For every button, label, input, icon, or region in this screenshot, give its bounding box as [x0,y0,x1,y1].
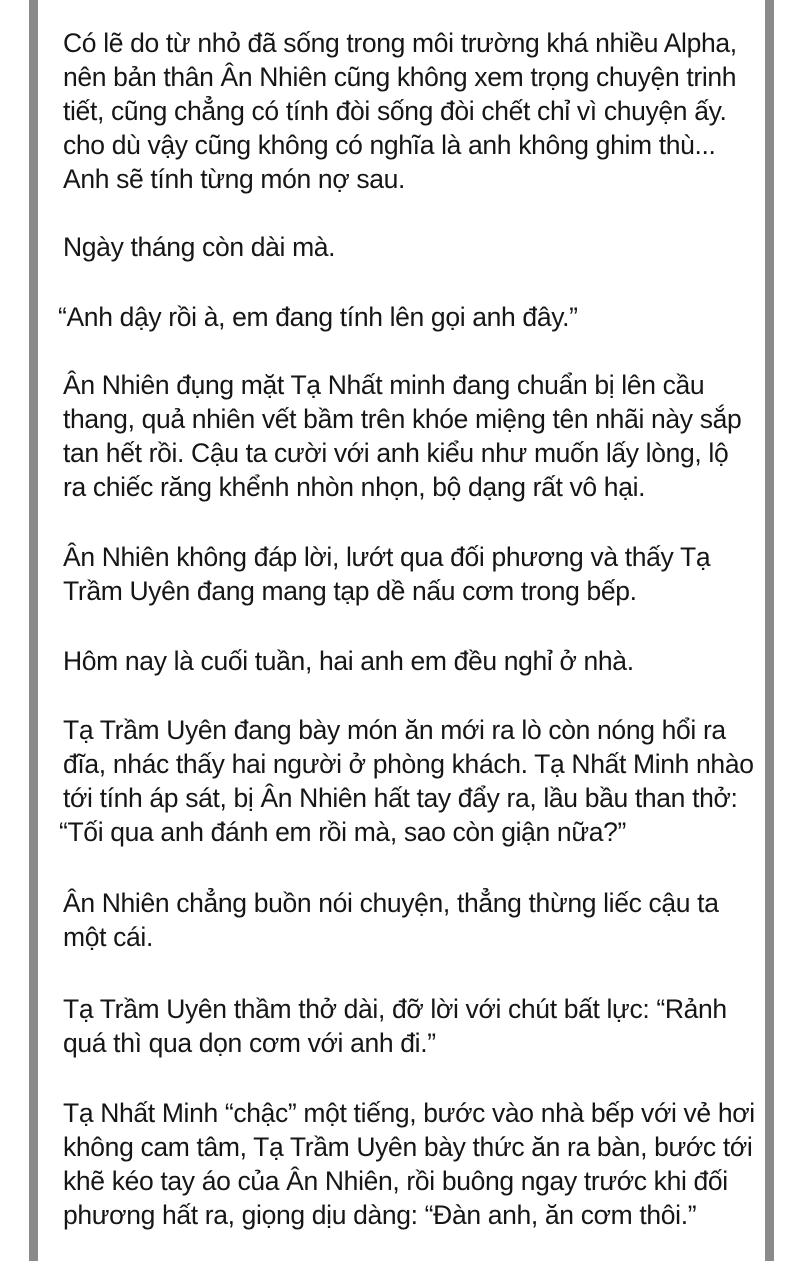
text-line: khẽ kéo tay áo của Ân Nhiên, rồi buông ngay trước khi đối [63,1166,728,1196]
text-line: Tạ Trầm Uyên đang bày món ăn mới ra lò còn nóng hổi ra [63,715,726,745]
text-line: quá thì qua dọn cơm với anh đi.” [63,1028,436,1058]
text-line: Ngày tháng còn dài mà. [63,232,336,262]
left-border [29,0,38,1261]
text-line: một cái. [63,922,153,952]
text-line: ra chiếc răng khểnh nhòn nhọn, bộ dạng rất vô hại. [63,472,646,502]
text-page [38,0,765,1261]
text-line: đĩa, nhác thấy hai người ở phòng khách. Tạ Nhất Minh nhào [63,749,754,779]
text-line: phương hất ra, giọng dịu dàng: “Đàn anh, ăn cơm thôi.” [63,1200,697,1230]
text-line: Ân Nhiên không đáp lời, lướt qua đối phương và thấy Tạ [63,542,711,572]
text-line: tới tính áp sát, bị Ân Nhiên hất tay đẩy ra, lầu bầu than thở: [63,783,738,813]
text-line: “Anh dậy rồi à, em đang tính lên gọi anh đây.” [58,302,578,332]
text-line: nên bản thân Ân Nhiên cũng không xem trọng chuyện trinh [63,62,737,92]
text-line: cho dù vậy cũng không có nghĩa là anh không ghim thù... [63,130,716,160]
text-line: Có lẽ do từ nhỏ đã sống trong môi trường khá nhiều Alpha, [63,28,737,58]
text-line: tiết, cũng chẳng có tính đòi sống đòi chết chỉ vì chuyện ấy. [63,96,727,126]
text-line: thang, quả nhiên vết bầm trên khóe miệng tên nhãi này sắp [63,404,742,434]
text-line: tan hết rồi. Cậu ta cười với anh kiểu như muốn lấy lòng, lộ [63,438,729,468]
text-line: “Tối qua anh đánh em rồi mà, sao còn giận nữa?” [59,817,626,847]
text-line: Tạ Trầm Uyên thầm thở dài, đỡ lời với chút bất lực: “Rảnh [63,994,727,1024]
text-line: Hôm nay là cuối tuần, hai anh em đều nghỉ ở nhà. [63,646,634,676]
text-line: Tạ Nhất Minh “chậc” một tiếng, bước vào nhà bếp với vẻ hơi [63,1098,755,1128]
text-line: không cam tâm, Tạ Trầm Uyên bày thức ăn ra bàn, bước tới [63,1132,753,1162]
text-line: Anh sẽ tính từng món nợ sau. [63,164,406,194]
text-line: Ân Nhiên chẳng buồn nói chuyện, thẳng thừng liếc cậu ta [63,888,719,918]
text-line: Trầm Uyên đang mang tạp dề nấu cơm trong bếp. [63,576,637,606]
text-line: Ân Nhiên đụng mặt Tạ Nhất minh đang chuẩn bị lên cầu [63,370,705,400]
